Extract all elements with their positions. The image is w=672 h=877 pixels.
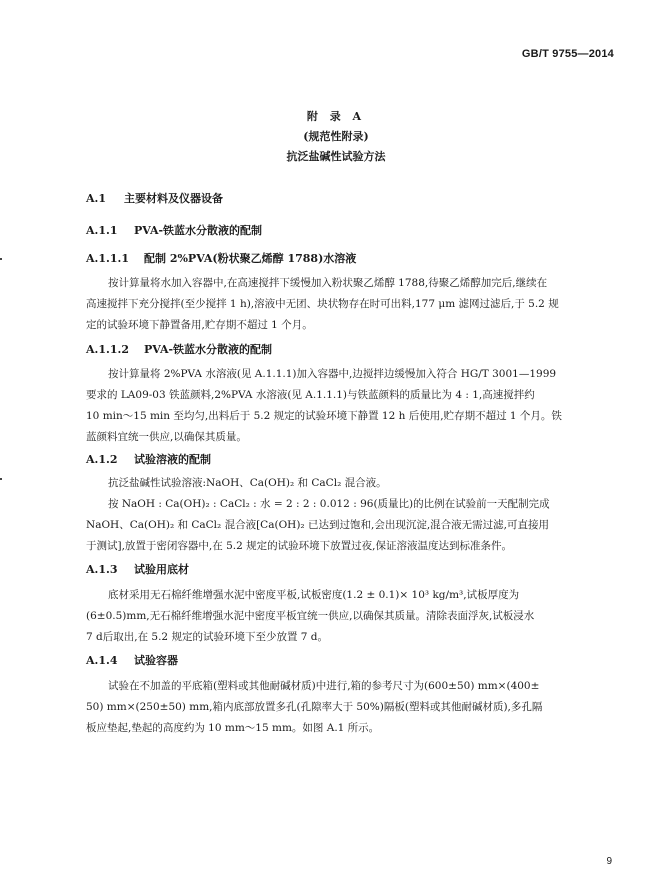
- heading-title: 试验容器: [134, 654, 178, 667]
- text-line: 蓝颜料宜统一供应,以确保其质量。: [86, 431, 247, 443]
- heading-number: A.1.1: [86, 224, 118, 237]
- paragraph-a1-1-2: [86, 364, 616, 448]
- text-line: 按计算量将 2%PVA 水溶液(见 A.1.1.1)加入容器中,边搅拌边缓慢加入符合 HG/T 3001—1999: [108, 368, 557, 380]
- text-line: 按 NaOH : Ca(OH)₂ : CaCl₂ : 水 = 2 : 2 : 0.012 : 96(质量比)的比例在试验前一天配制完成: [108, 498, 550, 510]
- scan-mark: [0, 478, 2, 480]
- heading-a1: [86, 190, 223, 206]
- heading-number: A.1.2: [86, 453, 118, 466]
- text-line: NaOH、Ca(OH)₂ 和 CaCl₂ 混合液[Ca(OH)₂ 已达到过饱和,会出现沉淀,混合液无需过滤,可直接用: [86, 519, 549, 531]
- text-line: 高速搅拌下充分搅拌(至少搅拌 1 h),溶液中无团、块状物存在时可出料,177 μm 滤网过滤后,于 5.2 规: [86, 298, 559, 310]
- text-line: 按计算量将水加入容器中,在高速搅拌下缓慢加入粉状聚乙烯醇 1788,待聚乙烯醇加完后,继续在: [108, 277, 548, 289]
- paragraph-a1-3: [86, 585, 616, 648]
- heading-title: 主要材料及仪器设备: [124, 192, 223, 205]
- text-line: (6±0.5)mm,无石棉纤维增强水泥中密度平板宜统一供应,以确保其质量。清除表面浮灰,试板浸水: [86, 610, 535, 622]
- text-line: 7 d后取出,在 5.2 规定的试验环境下至少放置 7 d。: [86, 631, 329, 643]
- standard-number: GB/T 9755—2014: [521, 48, 614, 60]
- paragraph-a1-2: [86, 473, 616, 557]
- annex-type: (规范性附录): [303, 130, 369, 143]
- page-number: 9: [606, 856, 612, 867]
- paragraph-a1-4: [86, 676, 616, 739]
- heading-number: A.1.1.1: [86, 252, 129, 265]
- annex-title: 附 录 A: [306, 110, 366, 123]
- heading-a1-1-1: [86, 250, 356, 266]
- heading-number: A.1: [86, 192, 107, 205]
- heading-a1-3: [86, 561, 189, 577]
- heading-title: PVA-铁蓝水分散液的配制: [134, 224, 263, 237]
- heading-number: A.1.1.2: [86, 343, 129, 356]
- annex-name: 抗泛盐碱性试验方法: [286, 150, 386, 163]
- heading-number: A.1.3: [86, 563, 118, 576]
- text-line: 抗泛盐碱性试验溶液:NaOH、Ca(OH)₂ 和 CaCl₂ 混合液。: [108, 477, 387, 489]
- heading-a1-2: [86, 451, 211, 467]
- text-line: 要求的 LA09-03 铁蓝颜料,2%PVA 水溶液(见 A.1.1.1)与铁蓝颜料的质量比为 4 : 1,高速搅拌约: [86, 389, 535, 401]
- text-line: 试验在不加盖的平底箱(塑料或其他耐碱材质)中进行,箱的参考尺寸为(600±50) mm×(400±: [108, 680, 540, 692]
- text-line: 50) mm×(250±50) mm,箱内底部放置多孔(孔隙率大于 50%)隔板(塑料或其他耐碱材质),多孔隔: [86, 701, 543, 713]
- heading-a1-1-2: [86, 341, 272, 357]
- heading-title: 试验用底材: [134, 563, 189, 576]
- heading-number: A.1.4: [86, 654, 118, 667]
- heading-a1-4: [86, 652, 178, 668]
- heading-a1-1: [86, 222, 262, 238]
- heading-title: PVA-铁蓝水分散液的配制: [144, 343, 273, 356]
- text-line: 于测试],放置于密闭容器中,在 5.2 规定的试验环境下放置过夜,保证溶液温度达到标准条件。: [86, 540, 512, 552]
- text-line: 底材采用无石棉纤维增强水泥中密度平板,试板密度(1.2 ± 0.1)× 10³ kg/m³,试板厚度为: [108, 589, 520, 601]
- text-line: 板应垫起,垫起的高度约为 10 mm～15 mm。如图 A.1 所示。: [86, 722, 380, 734]
- text-line: 定的试验环境下静置备用,贮存期不超过 1 个月。: [86, 319, 313, 331]
- heading-title: 配制 2%PVA(粉状聚乙烯醇 1788)水溶液: [144, 252, 357, 265]
- text-line: 10 min～15 min 至均匀,出料后于 5.2 规定的试验环境下静置 12 h 后使用,贮存期不超过 1 个月。铁: [86, 410, 562, 422]
- paragraph-a1-1-1: [86, 273, 616, 336]
- heading-title: 试验溶液的配制: [134, 453, 211, 466]
- scan-mark: [0, 258, 2, 260]
